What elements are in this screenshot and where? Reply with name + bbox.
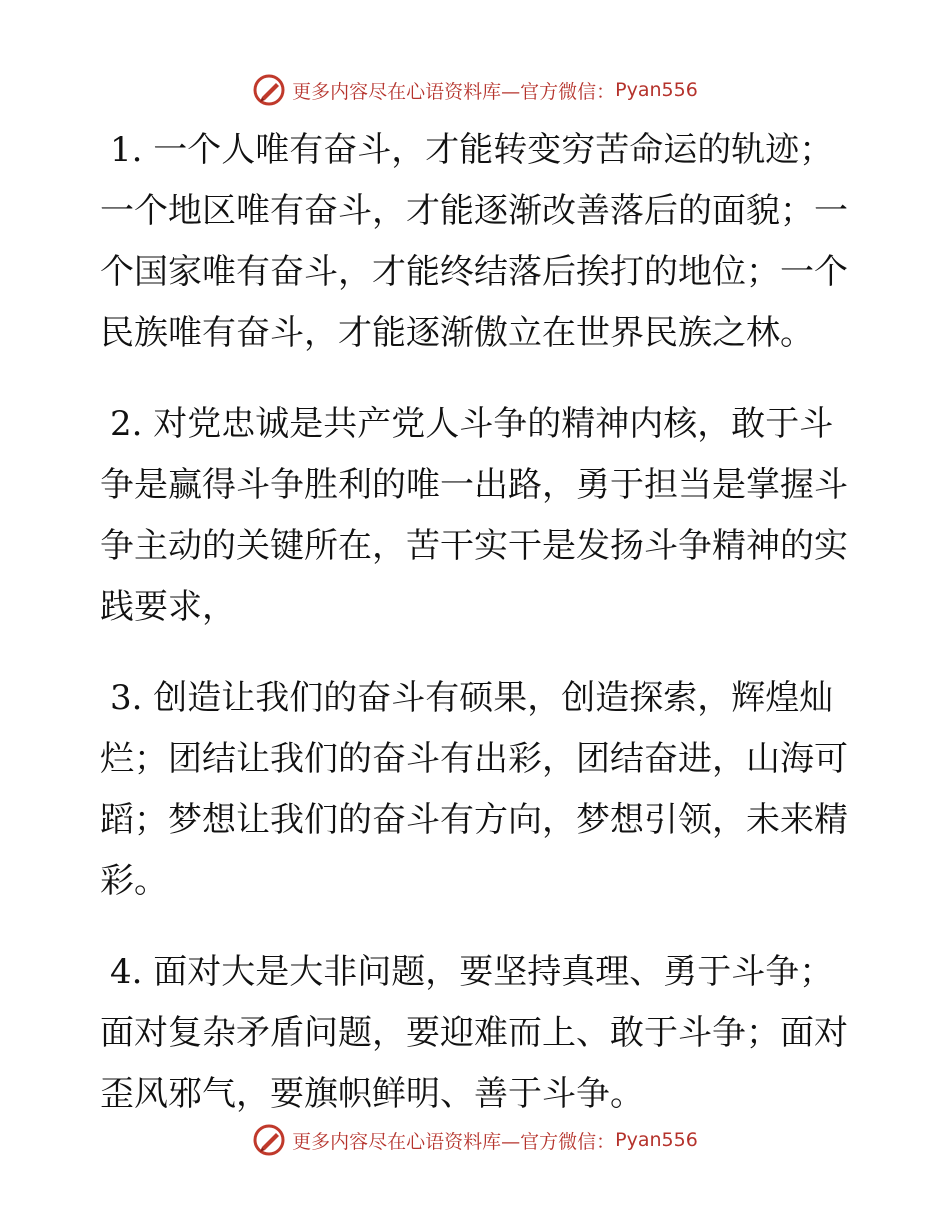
paragraph-2 [100,394,850,638]
watermark-contact: Pyan556 [615,79,698,101]
paragraph-line: 民族唯有奋斗，才能逐渐傲立在世界民族之林。 [100,313,814,353]
paragraph-4 [100,942,850,1125]
paragraph-line: 蹈；梦想让我们的奋斗有方向，梦想引领，未来精 [100,800,848,840]
paragraph-line: 歪风邪气，要旗帜鲜明、善于斗争。 [100,1074,644,1114]
watermark-contact: Pyan556 [615,1129,698,1151]
document-body [100,120,850,1155]
paragraph-line: 践要求， [100,587,236,627]
paragraph-line: 面对复杂矛盾问题，要迎难而上、敢于斗争；面对 [100,1013,848,1053]
paragraph-line: 2. 对党忠诚是共产党人斗争的精神内核，敢于斗 [110,404,834,444]
watermark-text: 更多内容尽在心语资料库—官方微信： [292,80,616,103]
paragraph-line: 3. 创造让我们的奋斗有硕果，创造探索，辉煌灿 [110,678,834,718]
watermark-text: 更多内容尽在心语资料库—官方微信： [292,1130,616,1153]
paragraph-line: 争主动的关键所在，苦干实干是发扬斗争精神的实 [100,526,848,566]
pen-logo-icon [252,73,286,107]
paragraph-line: 争是赢得斗争胜利的唯一出路，勇于担当是掌握斗 [100,465,848,505]
header-watermark [0,70,950,110]
paragraph-line: 4. 面对大是大非问题，要坚持真理、勇于斗争； [110,952,834,992]
paragraph-line: 彩。 [100,861,168,901]
paragraph-3 [100,668,850,912]
footer-watermark [0,1120,950,1160]
paragraph-line: 一个地区唯有奋斗，才能逐渐改善落后的面貌；一 [100,191,848,231]
pen-logo-icon [252,1123,286,1157]
paragraph-line: 1. 一个人唯有奋斗，才能转变穷苦命运的轨迹； [110,130,834,170]
paragraph-line: 烂；团结让我们的奋斗有出彩，团结奋进，山海可 [100,739,848,779]
paragraph-line: 个国家唯有奋斗，才能终结落后挨打的地位；一个 [100,252,848,292]
paragraph-1 [100,120,850,364]
